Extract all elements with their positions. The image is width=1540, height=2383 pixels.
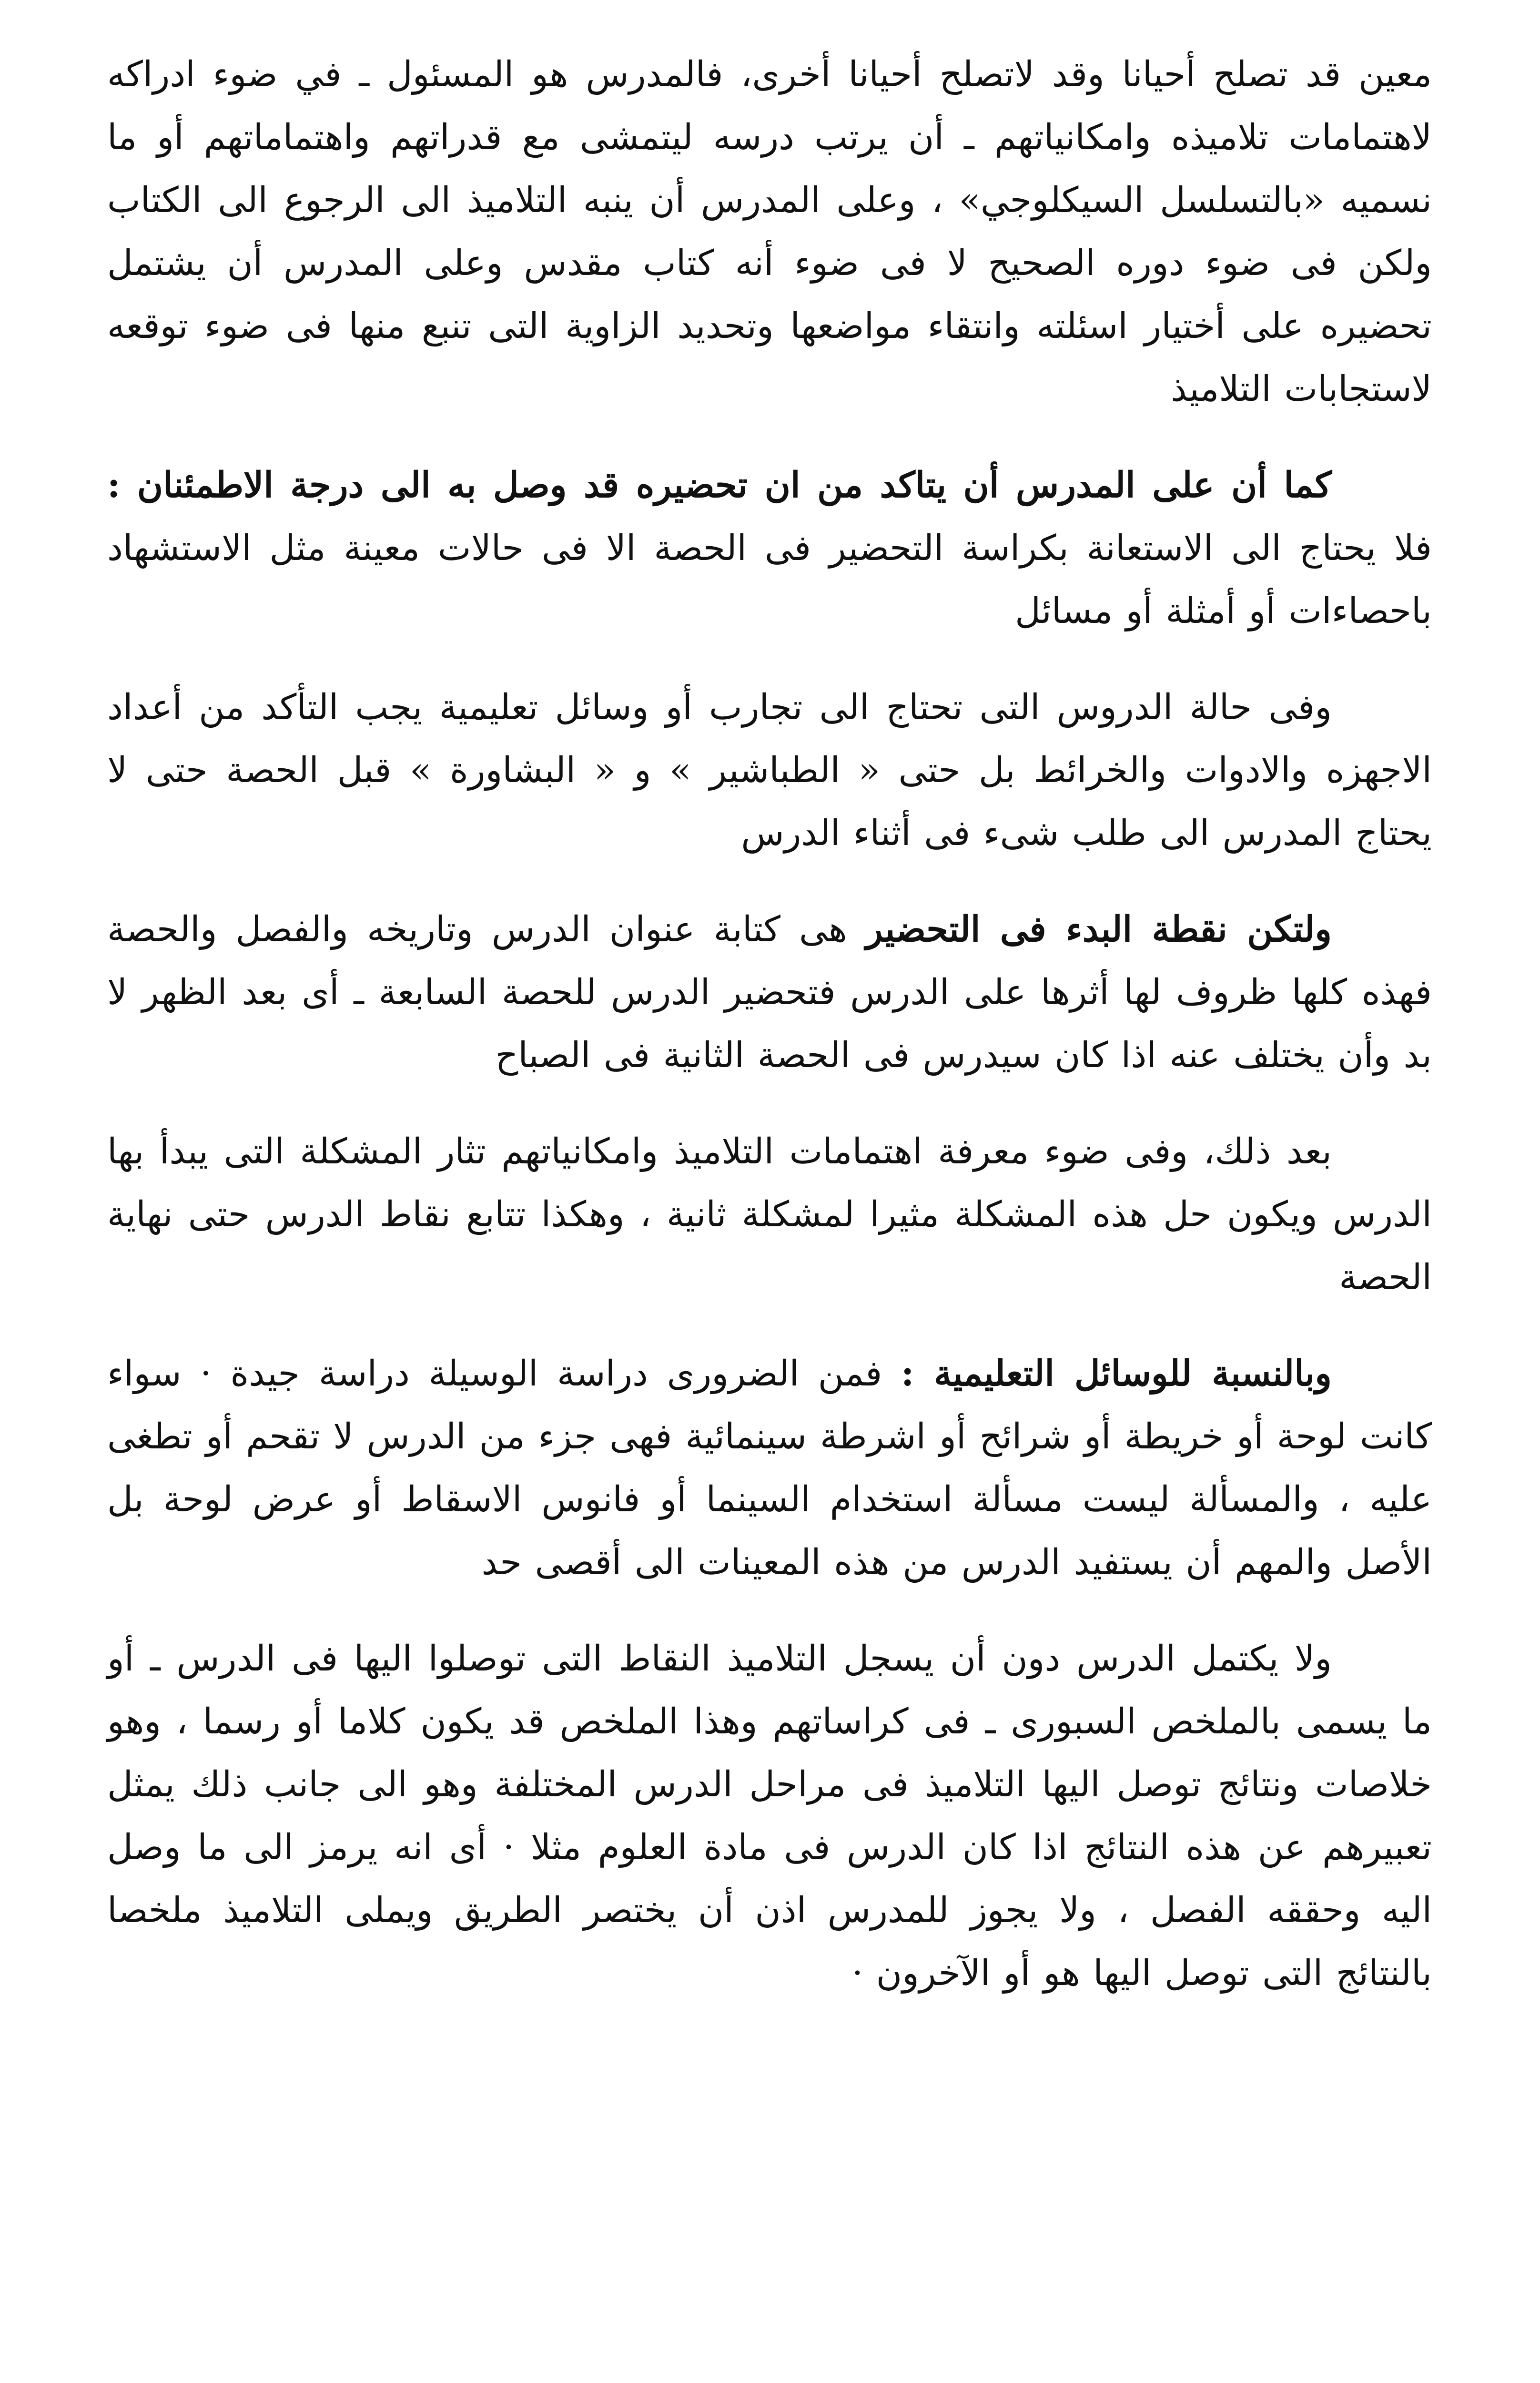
paragraph-7-text: ولا يكتمل الدرس دون أن يسجل التلاميذ النقاط التى توصلوا اليها فى الدرس ـ أو ما يسمى بالملخص السبورى ـ فى كراساتهم وهذا الملخص قد يكون كلاما أو رسما ، وهو خلاصات ونتائج توصل اليها التلاميذ فى مراحل الدرس المختلفة وهو الى جانب ذلك يمثل تعبيرهم عن هذه النتائج اذا كان الدرس فى مادة العلوم مثلا · أى انه يرمز الى ما وصل اليه وحققه الفصل ، ولا يجوز للمدرس اذن أن يختصر الطريق ويملى التلاميذ ملخصا بالنتائج التى توصل اليها هو أو الآخرون · [107, 1638, 1432, 1994]
paragraph-6-lead: وبالنسبة للوسائل التعليمية : [901, 1353, 1332, 1394]
paragraph-4-text: هى كتابة عنوان الدرس وتاريخه والفصل والحصة فهذه كلها ظروف لها أثرها على الدرس فتحضير الدرس للحصة السابعة ـ أى بعد الظهر لا بد وأن يختلف عنه اذا كان سيدرس فى الحصة الثانية فى الصباح [107, 909, 1432, 1076]
paragraph-4 [107, 898, 1432, 1087]
paragraph-3-text: وفى حالة الدروس التى تحتاج الى تجارب أو وسائل تعليمية يجب التأكد من أعداد الاجهزه والادوات والخرائط بل حتى « الطباشير » و « البشاورة » قبل الحصة حتى لا يحتاج المدرس الى طلب شىء فى أثناء الدرس [107, 687, 1432, 854]
document-page [107, 43, 1432, 2383]
paragraph-4-lead: ولتكن نقطة البدء فى التحضير [865, 909, 1332, 950]
paragraph-5-text: بعد ذلك، وفى ضوء معرفة اهتمامات التلاميذ وامكانياتهم تثار المشكلة التى يبدأ بها الدرس ويكون حل هذه المشكلة مثيرا لمشكلة ثانية ، وهكذا تتابع نقاط الدرس حتى نهاية الحصة [107, 1131, 1432, 1298]
paragraph-2 [107, 454, 1432, 642]
paragraph-2-text: فلا يحتاج الى الاستعانة بكراسة التحضير فى الحصة الا فى حالات معينة مثل الاستشهاد باحصاءات أو أمثلة أو مسائل [107, 528, 1432, 631]
paragraph-6-text: فمن الضرورى دراسة الوسيلة دراسة جيدة · سواء كانت لوحة أو خريطة أو شرائح أو اشرطة سينمائية فهى جزء من الدرس لا تقحم أو تطغى عليه ، والمسألة ليست مسألة استخدام السينما أو فانوس الاسقاط أو عرض لوحة بل الأصل والمهم أن يستفيد الدرس من هذه المعينات الى أقصى حد [107, 1353, 1432, 1583]
paragraph-7 [107, 1627, 1432, 2005]
paragraph-5 [107, 1120, 1432, 1309]
paragraph-3 [107, 676, 1432, 865]
paragraph-2-lead: كما أن على المدرس أن يتاكد من ان تحضيره قد وصل به الى درجة الاطمئنان : [107, 465, 1332, 506]
paragraph-1-text: معين قد تصلح أحيانا وقد لاتصلح أحيانا أخرى، فالمدرس هو المسئول ـ في ضوء ادراكه لاهتمامات تلاميذه وامكانياتهم ـ أن يرتب درسه ليتمشى مع قدراتهم واهتماماتهم أو ما نسميه «بالتسلسل السيكلوجي» ، وعلى المدرس أن ينبه التلاميذ الى الرجوع الى الكتاب ولكن فى ضوء دوره الصحيح لا فى ضوء أنه كتاب مقدس وعلى المدرس أن يشتمل تحضيره على أختيار اسئلته وانتقاء مواضعها وتحديد الزاوية التى تنبع منها فى ضوء توقعه لاستجابات التلاميذ [107, 54, 1432, 409]
paragraph-6 [107, 1342, 1432, 1594]
paragraph-1 [107, 43, 1432, 420]
